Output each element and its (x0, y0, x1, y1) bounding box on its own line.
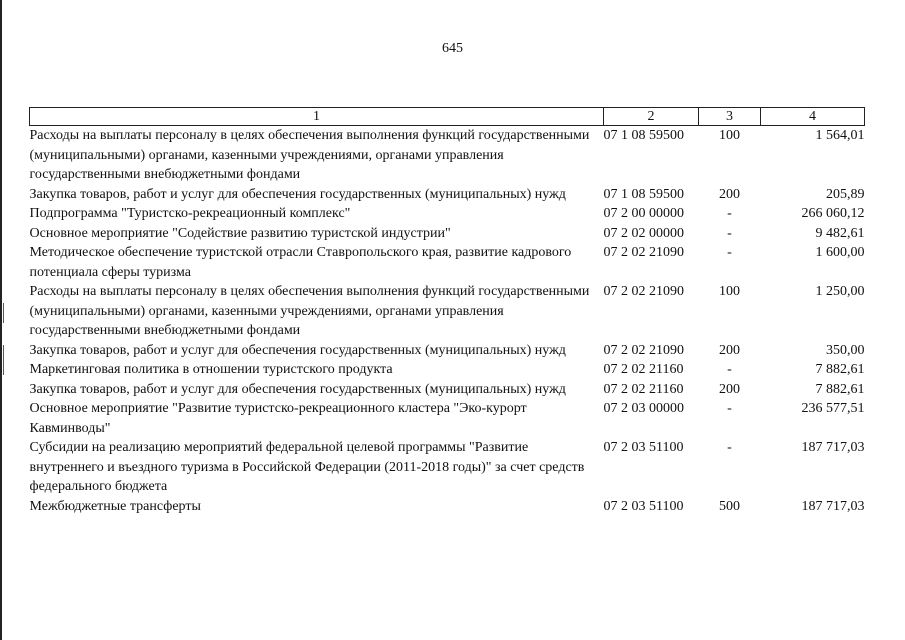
row-code: 07 2 02 21160 (603, 362, 684, 377)
row-type: 200 (719, 186, 740, 202)
row-type: - (727, 206, 732, 221)
row-code: 07 2 00 00000 (603, 206, 684, 221)
table-row (30, 341, 865, 361)
table-row (30, 399, 865, 438)
row-amount: 1 564,01 (815, 128, 865, 143)
row-type: - (727, 225, 732, 241)
table-row (30, 438, 865, 497)
row-amount: 266 060,12 (801, 206, 865, 221)
row-type: - (727, 245, 732, 260)
row-type: - (727, 401, 732, 416)
column-header-name: 1 (30, 108, 604, 126)
page-left-edge (0, 0, 2, 640)
row-type: - (727, 440, 732, 455)
scan-mark (3, 303, 4, 323)
row-name: Подпрограмма "Туристско-рекреационный комплекс" (29, 206, 351, 221)
column-header-type: 3 (699, 108, 761, 126)
column-header-amount: 4 (761, 108, 865, 126)
row-name: Расходы на выплаты персоналу в целях обеспечения выполнения функций государственными (муниципальными) органами, казенными учреждениями, органами управления государственными внебюджетными фондами (29, 128, 590, 182)
row-code: 07 2 03 51100 (603, 498, 684, 514)
row-name: Закупка товаров, работ и услуг для обеспечения государственных (муниципальных) нужд (29, 342, 566, 358)
table-row (30, 126, 865, 185)
table-row (30, 224, 865, 244)
row-name: Закупка товаров, работ и услуг для обеспечения государственных (муниципальных) нужд (29, 186, 566, 202)
page-number: 645 (442, 41, 463, 56)
row-code: 07 2 02 21090 (603, 342, 684, 358)
row-amount: 1 600,00 (815, 245, 865, 260)
row-amount: 350,00 (826, 342, 865, 358)
scan-mark (3, 345, 4, 375)
row-code: 07 2 02 21090 (603, 245, 684, 260)
column-header-code: 2 (604, 108, 699, 126)
table-row (30, 185, 865, 205)
row-code: 07 2 02 21160 (603, 381, 684, 397)
row-amount: 187 717,03 (801, 498, 865, 514)
row-type: - (727, 362, 732, 377)
row-amount: 9 482,61 (815, 225, 865, 241)
row-name: Субсидии на реализацию мероприятий федеральной целевой программы "Развитие внутреннего и въездного туризма в Российской Федерации (2011-2018 годы)" за счет средств федерального бюджета (29, 440, 585, 494)
budget-table (29, 107, 865, 516)
row-code: 07 1 08 59500 (603, 128, 684, 143)
row-amount: 7 882,61 (815, 362, 865, 377)
row-type: 500 (719, 498, 740, 514)
row-amount: 7 882,61 (815, 381, 865, 397)
row-name: Основное мероприятие "Развитие туристско-рекреационного кластера "Эко-курорт Кавминводы" (29, 401, 527, 436)
row-name: Методическое обеспечение туристской отрасли Ставропольского края, развитие кадрового потенциала сферы туризма (29, 245, 572, 280)
row-type: 100 (719, 128, 740, 143)
row-name: Закупка товаров, работ и услуг для обеспечения государственных (муниципальных) нужд (29, 381, 566, 397)
table-row (30, 360, 865, 380)
row-name: Основное мероприятие "Содействие развитию туристской индустрии" (29, 225, 451, 241)
row-type: 200 (719, 381, 740, 397)
table-row (30, 497, 865, 517)
row-code: 07 1 08 59500 (603, 186, 684, 202)
table-header-row (30, 108, 865, 126)
row-code: 07 2 02 00000 (603, 225, 684, 241)
row-type: 200 (719, 342, 740, 358)
table-row (30, 243, 865, 282)
row-code: 07 2 02 21090 (603, 284, 684, 299)
row-amount: 1 250,00 (815, 284, 865, 299)
table-row (30, 282, 865, 341)
table-row (30, 204, 865, 224)
row-name: Расходы на выплаты персоналу в целях обеспечения выполнения функций государственными (муниципальными) органами, казенными учреждениями, органами управления государственными внебюджетными фондами (29, 284, 590, 338)
row-code: 07 2 03 00000 (603, 401, 684, 416)
row-code: 07 2 03 51100 (603, 440, 684, 455)
row-name: Межбюджетные трансферты (29, 498, 201, 514)
row-amount: 187 717,03 (801, 440, 865, 455)
row-type: 100 (719, 284, 740, 299)
table-row (30, 380, 865, 400)
row-amount: 205,89 (826, 186, 865, 202)
row-amount: 236 577,51 (801, 401, 865, 416)
row-name: Маркетинговая политика в отношении туристского продукта (29, 362, 393, 377)
